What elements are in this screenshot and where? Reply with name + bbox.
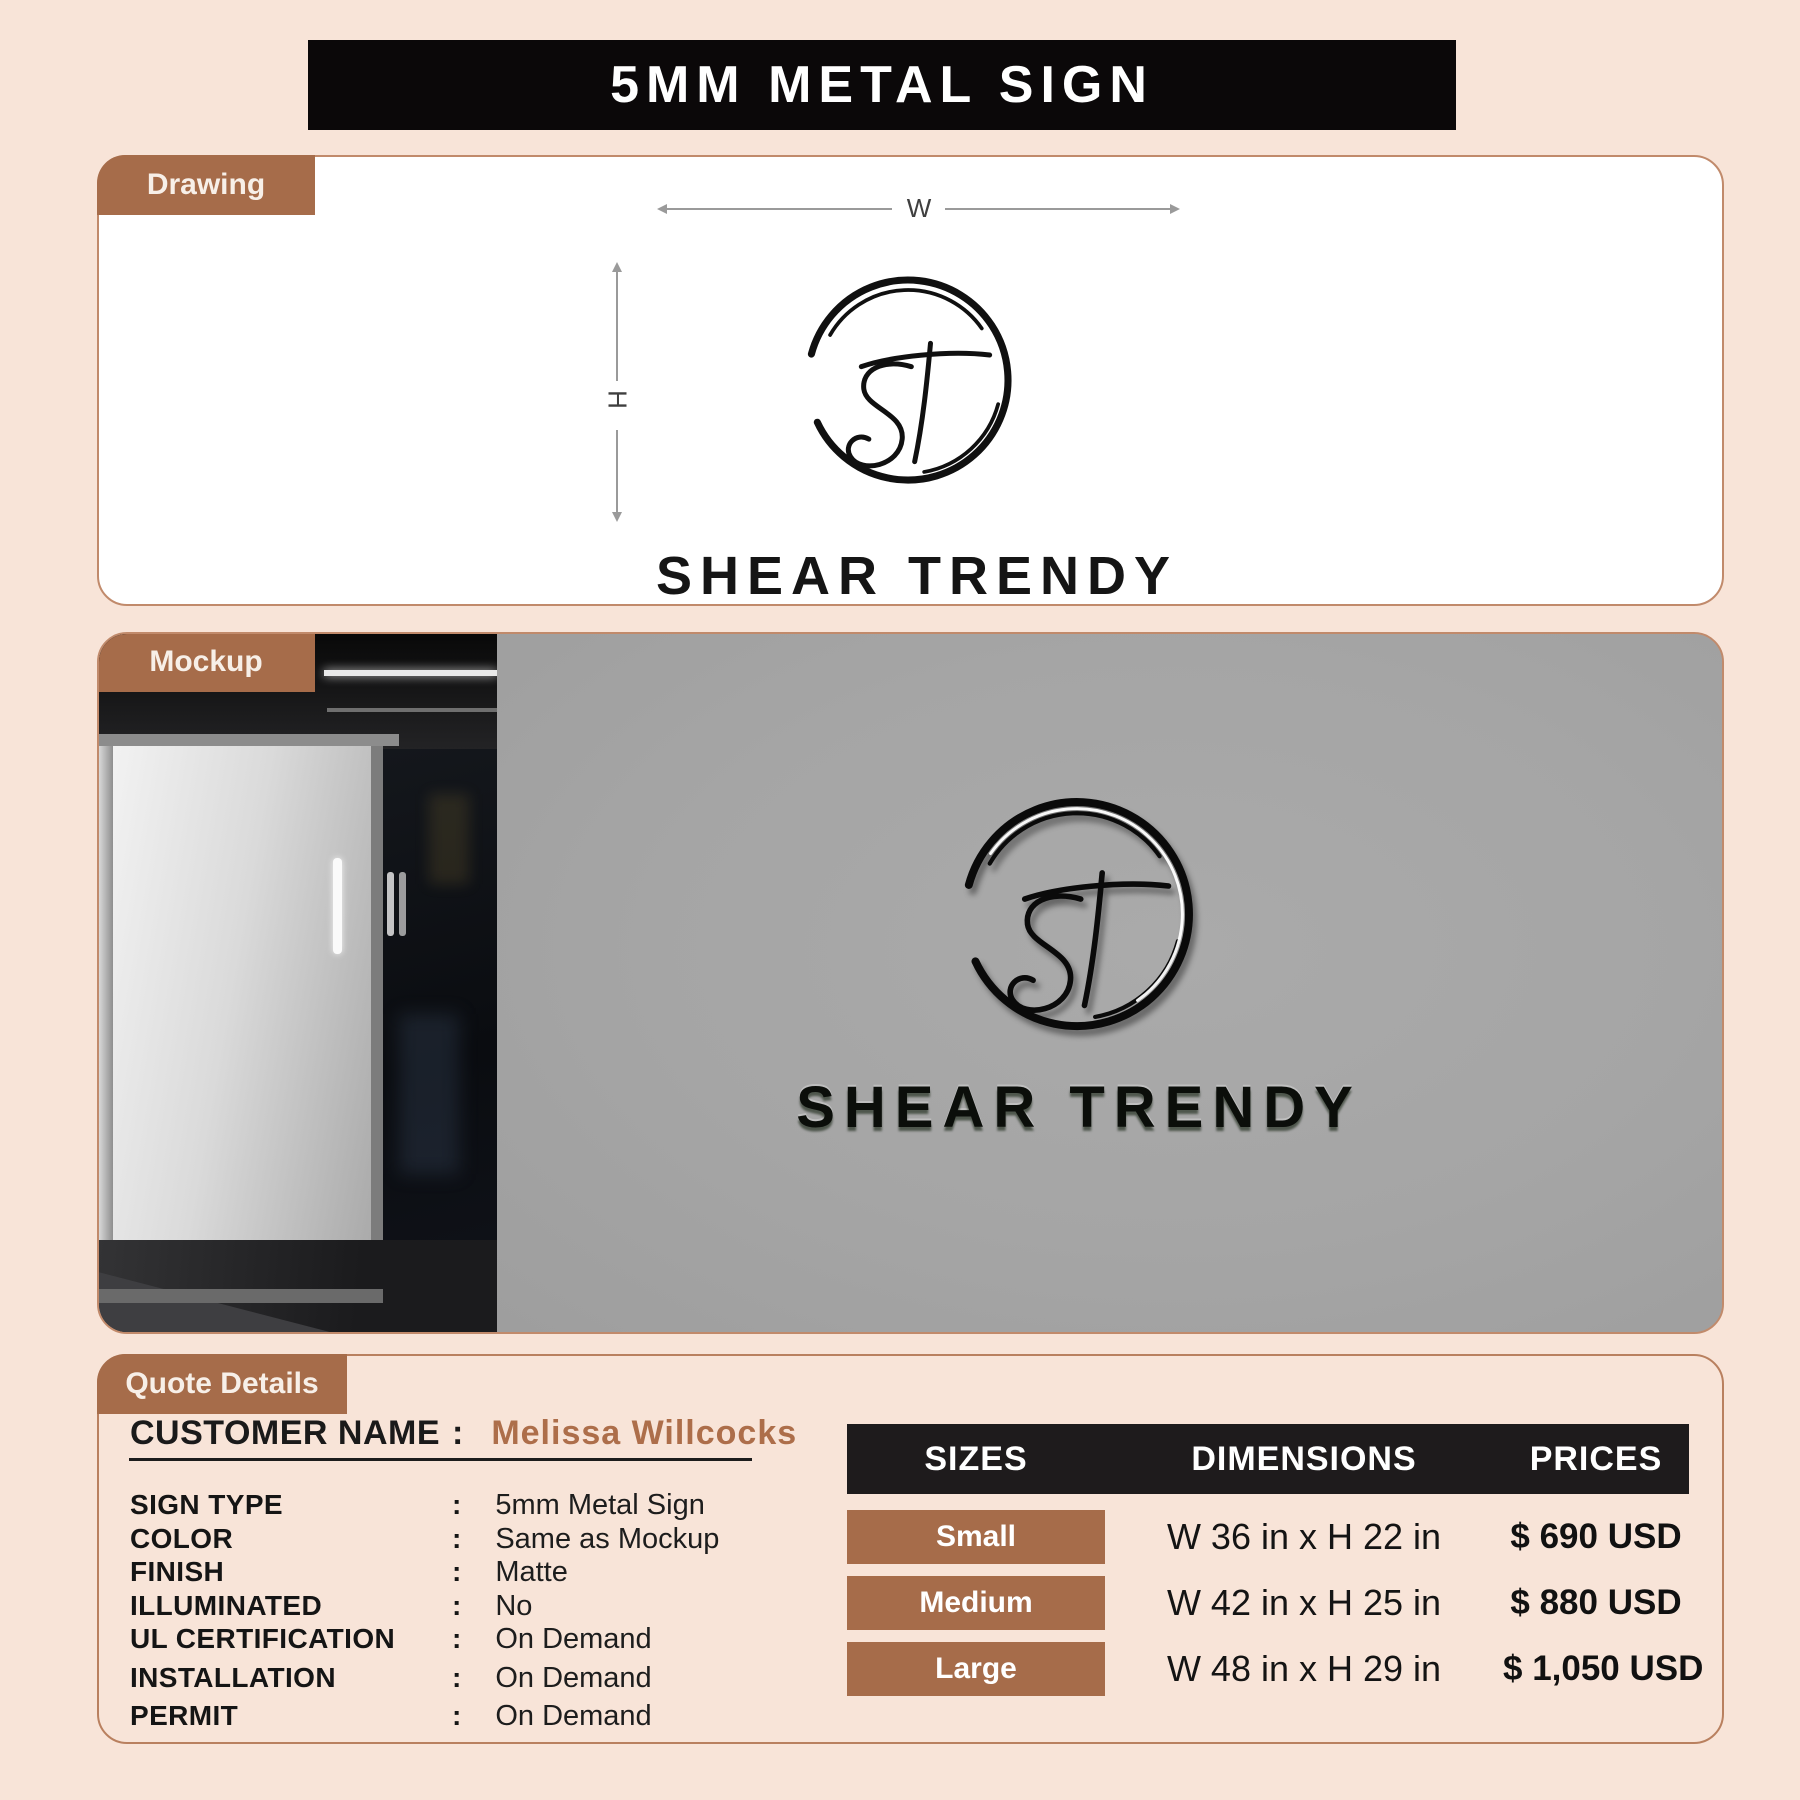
price-table-body [847,1510,1704,1696]
door-handle [387,872,394,936]
spec-value: No [495,1589,533,1622]
spec-row [130,1589,719,1623]
customer-name-value: Melissa Willcocks [491,1414,798,1452]
brand-name-sign-text: SHEAR TRENDY [796,1075,1362,1140]
price-table-header [847,1424,1689,1494]
size-chip-large [847,1642,1105,1696]
colon-separator: : [452,1556,462,1587]
glass-frame [99,1289,383,1303]
glass-frame [371,746,383,1294]
spec-row [130,1661,719,1695]
spec-value: Same as Mockup [495,1522,720,1555]
spec-label: PERMIT [130,1700,239,1731]
spec-value: Matte [495,1556,568,1588]
spec-label: FINISH [130,1556,225,1587]
dimension-line [945,208,1171,210]
tab-drawing [97,155,315,215]
tab-mockup [97,632,315,692]
spec-value: On Demand [495,1661,652,1694]
height-dimension-label: H [602,390,633,409]
customer-underline [129,1458,752,1461]
spec-row [130,1622,719,1656]
brand-name-text: SHEAR TRENDY [655,546,1179,606]
mockup-sign-wall [497,634,1722,1332]
spec-label: COLOR [130,1522,234,1554]
mockup-interior-photo [99,634,497,1332]
size-label: Medium [919,1586,1033,1619]
spec-value: 5mm Metal Sign [495,1489,705,1521]
mockup-section [97,632,1724,1334]
customer-name-label: CUSTOMER NAME [130,1414,440,1452]
header-dimensions: DIMENSIONS [1191,1439,1417,1478]
spec-row [130,1699,719,1733]
dimension-line [616,271,618,381]
width-dimension-label: W [906,193,932,223]
wall-pillar [99,734,113,1314]
spec-row [130,1555,719,1589]
tab-quote-details-label: Quote Details [125,1367,319,1400]
spec-value: On Demand [495,1700,652,1732]
spec-label: ILLUMINATED [130,1589,323,1621]
shear-trendy-monogram-icon [937,774,1217,1054]
tab-quote-details [97,1354,347,1414]
ceiling-light-strip [327,708,497,712]
glass-reflection [429,794,469,884]
shear-trendy-monogram-icon [783,255,1033,505]
quote-details-section [97,1354,1724,1744]
colon-separator: : [452,1414,464,1452]
frosted-glass-panel [113,746,371,1294]
size-label: Large [935,1652,1017,1685]
drawing-section [97,155,1724,606]
dimensions-value: W 48 in x H 29 in [1166,1648,1442,1689]
door-handle [333,858,342,954]
colon-separator: : [452,1700,462,1731]
dimensions-value: W 42 in x H 25 in [1166,1582,1442,1623]
page-title: 5MM METAL SIGN [610,56,1154,114]
customer-name-row [130,1414,797,1453]
colon-separator: : [452,1661,462,1693]
glass-frame [99,734,399,746]
size-chip-small [847,1510,1105,1564]
table-row [847,1576,1689,1630]
spec-label: UL CERTIFICATION [130,1623,396,1654]
colon-separator: : [452,1489,462,1520]
spec-value: On Demand [495,1623,652,1655]
height-dimension [602,262,633,522]
tab-drawing-label: Drawing [146,168,266,201]
colon-separator: : [452,1623,462,1654]
price-value: $ 690 USD [1510,1517,1682,1556]
tab-mockup-label: Mockup [149,645,263,678]
header-prices: PRICES [1529,1439,1663,1478]
dimension-line [616,430,618,513]
glass-reflection [399,1014,459,1174]
arrow-down-icon [612,512,622,522]
colon-separator: : [452,1522,462,1554]
price-table [847,1424,1704,1708]
spec-row [130,1488,719,1522]
spec-list [130,1488,719,1733]
page-title-bar [308,40,1456,130]
price-value: $ 880 USD [1510,1583,1682,1622]
dimension-line [666,208,892,210]
spec-row [130,1522,719,1556]
header-sizes: SIZES [924,1439,1028,1478]
size-chip-medium [847,1576,1105,1630]
ceiling-light-strip [324,670,497,676]
table-row [847,1642,1704,1696]
size-label: Small [935,1520,1017,1553]
price-value: $ 1,050 USD [1503,1649,1704,1688]
dimensions-value: W 36 in x H 22 in [1166,1516,1442,1557]
door-handle [399,872,406,936]
table-row [847,1510,1689,1564]
colon-separator: : [452,1589,462,1621]
arrow-right-icon [1170,204,1180,214]
width-dimension [657,193,1180,223]
spec-label: SIGN TYPE [130,1489,283,1520]
spec-label: INSTALLATION [130,1661,336,1693]
